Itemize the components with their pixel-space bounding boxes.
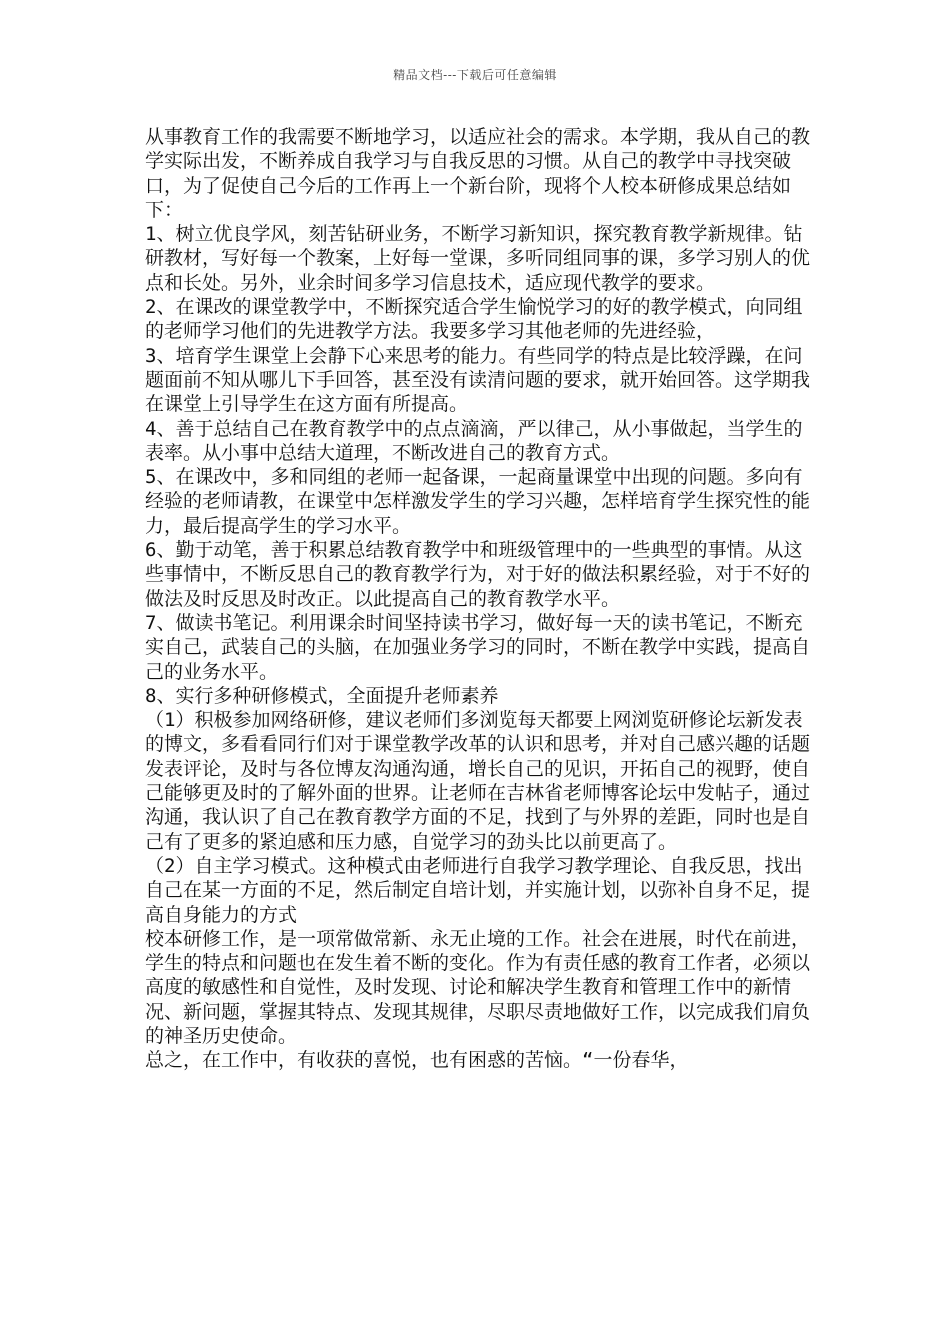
- paragraph-conclusion: 总之，在工作中，有收获的喜悦，也有困惑的苦恼。“一份春华，: [145, 1049, 689, 1072]
- paragraph-item-3: 3、培育学生课堂上会静下心来思考的能力。有些同学的特点是比较浮躁，在问题面前不知从哪儿下手回答，甚至没有读清问题的要求，就开始回答。这学期我在课堂上引导学生在这方面有所提高。: [145, 344, 811, 416]
- page-header: 精品文档---下载后可任意编辑: [393, 68, 557, 82]
- paragraph-reflection: 校本研修工作，是一项常做常新、永无止境的工作。社会在进展，时代在前进，学生的特点和问题也在发生着不断的变化。作为有责任感的教育工作者，必须以高度的敏感性和自觉性，及时发现、讨论和解决学生教育和管理工作中的新情况、新问题，掌握其特点、发现其规律，尽职尽责地做好工作，以完成我们肩负的神圣历史使命。: [145, 927, 811, 1047]
- paragraph-item-2: 2、在课改的课堂教学中，不断探究适合学生愉悦学习的好的教学模式，向同组的老师学习他们的先进教学方法。我要多学习其他老师的先进经验，: [145, 296, 803, 343]
- paragraph-item-1: 1、树立优良学风，刻苦钻研业务，不断学习新知识，探究教育教学新规律。钻研教材，写好每一个教案，上好每一堂课，多听同组同事的课，多学习别人的优点和长处。另外，业余时间多学习信息技术，适应现代教学的要求。: [145, 223, 811, 294]
- paragraph-subitem-1: （1）积极参加网络研修，建议老师们多浏览每天都要上网浏览研修论坛新发表的博文，多看看同行们对于课堂教学改革的认识和思考，并对自己感兴趣的话题发表评论，及时与各位博友沟通沟通，增长自己的见识，开拓自己的视野，使自己能够更及时的了解外面的世界。让老师在吉林省老师博客论坛中发帖子，通过沟通，我认识了自己在教育教学方面的不足，找到了与外界的差距，同时也是自己有了更多的紧迫感和压力感，自觉学习的劲头比以前更高了。: [145, 709, 811, 853]
- paragraph-item-4: 4、善于总结自己在教育教学中的点点滴滴，严以律己，从小事做起，当学生的表率。从小事中总结大道理，不断改进自己的教育方式。: [145, 417, 803, 464]
- paragraph-item-7: 7、做读书笔记。利用课余时间坚持读书学习，做好每一天的读书笔记，不断充实自己，武装自己的头脑，在加强业务学习的同时，不断在教学中实践，提高自己的业务水平。: [145, 611, 811, 683]
- paragraph-item-8: 8、实行多种研修模式，全面提升老师素养: [145, 684, 499, 707]
- document-body: [145, 125, 815, 1073]
- paragraph-intro: 从事教育工作的我需要不断地学习，以适应社会的需求。本学期，我从自己的教学实际出发，不断养成自我学习与自我反思的习惯。从自己的教学中寻找突破口，为了促使自己今后的工作再上一个新台阶，现将个人校本研修成果总结如下：: [145, 126, 811, 221]
- paragraph-subitem-2: （2）自主学习模式。这种模式由老师进行自我学习教学理论、自我反思，找出自己在某一方面的不足，然后制定自培计划，并实施计划，以弥补自身不足，提高自身能力的方式: [145, 854, 811, 926]
- paragraph-item-5: 5、在课改中，多和同组的老师一起备课，一起商量课堂中出现的问题。多向有经验的老师请教，在课堂中怎样激发学生的学习兴趣，怎样培育学生探究性的能力，最后提高学生的学习水平。: [145, 466, 811, 537]
- paragraph-item-6: 6、勤于动笔，善于积累总结教育教学中和班级管理中的一些典型的事情。从这些事情中，不断反思自己的教育教学行为，对于好的做法积累经验，对于不好的做法及时反思及时改正。以此提高自己的教育教学水平。: [145, 539, 811, 610]
